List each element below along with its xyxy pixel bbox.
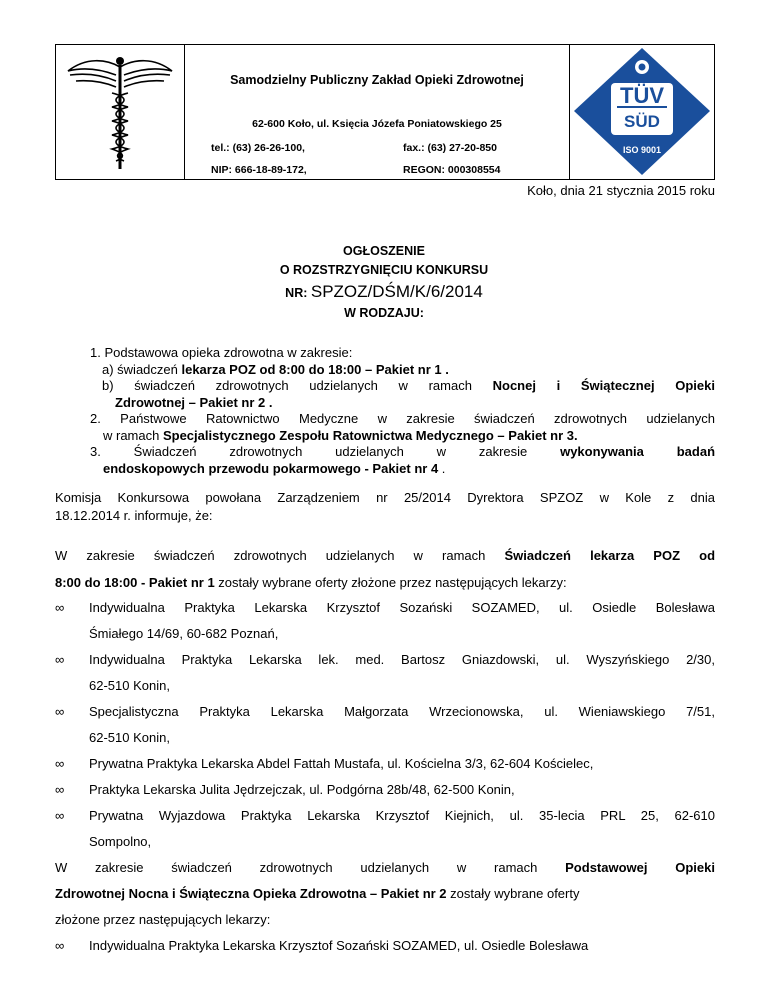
list-item: 1. Podstawowa opieka zdrowotna w zakresie:: [90, 345, 353, 360]
commission-line: Komisja Konkursowa powołana Zarządzeniem nr 25/2014 Dyrektora SPZOZ w Kole z dnia: [55, 490, 715, 505]
bullet-icon: ∞: [55, 756, 65, 771]
list-item-cont: endoskopowych przewodu pokarmowego - Pakiet nr 4 .: [103, 460, 446, 476]
fax: fax.: (63) 27-20-850: [403, 142, 497, 154]
category-list: [90, 345, 715, 477]
sud-text: SÜD: [624, 112, 660, 131]
list-item: 2. Państwowe Ratownictwo Medyczne w zakresie świadczeń zdrowotnych udzielanych: [90, 411, 715, 426]
bullet-icon: ∞: [55, 652, 65, 667]
list-item-cont: w ramach Specjalistycznego Zespołu Ratownictwa Medycznego – Pakiet nr 3.: [103, 427, 578, 443]
section2-line: Zdrowotnej Nocna i Świąteczna Opieka Zdrowotna – Pakiet nr 2 zostały wybrane oferty: [55, 886, 580, 901]
heading-number: [0, 282, 768, 302]
section1-line: 8:00 do 18:00 - Pakiet nr 1 zostały wybrane oferty złożone przez następujących lekarzy:: [55, 575, 567, 590]
caduceus-icon: [56, 45, 185, 179]
list-item: 3. Świadczeń zdrowotnych udzielanych w zakresie wykonywania badań: [90, 444, 716, 459]
list-subitem: b) świadczeń zdrowotnych udzielanych w ramach Nocnej i Świątecznej Opieki: [102, 378, 715, 393]
caduceus-logo: [56, 45, 185, 179]
letterhead: [55, 44, 715, 180]
number-label: NR:: [285, 286, 308, 300]
bullet-icon: ∞: [55, 808, 65, 823]
document-date: Koło, dnia 21 stycznia 2015 roku: [527, 183, 715, 198]
nip: NIP: 666-18-89-172,: [211, 164, 307, 176]
institution-address: 62-600 Koło, ul. Księcia Józefa Poniatowskiego 25: [252, 118, 502, 130]
heading-type: W RODZAJU:: [344, 306, 424, 320]
section1-line: W zakresie świadczeń zdrowotnych udzielanych w ramach Świadczeń lekarza POZ od: [55, 548, 716, 563]
phone: tel.: (63) 26-26-100,: [211, 142, 305, 154]
bullet-icon: ∞: [55, 600, 65, 615]
bullet-icon: ∞: [55, 704, 65, 719]
heading-announcement: OGŁOSZENIE: [343, 244, 425, 258]
institution-details: [185, 45, 569, 179]
bullet-icon: ∞: [55, 782, 65, 797]
commission-line: 18.12.2014 r. informuje, że:: [55, 508, 213, 523]
list-subitem-cont: Zdrowotnej – Pakiet nr 2 .: [115, 394, 273, 410]
iso-text: ISO 9001: [622, 145, 662, 155]
number-value: SPZOZ/DŚM/K/6/2014: [310, 282, 483, 301]
section2-line: W zakresie świadczeń zdrowotnych udzielanych w ramach Podstawowej Opieki: [55, 860, 715, 875]
tuv-logo-icon: [570, 45, 715, 179]
regon: REGON: 000308554: [403, 164, 501, 176]
list-subitem: a) świadczeń lekarza POZ od 8:00 do 18:00 – Pakiet nr 1 .: [102, 361, 449, 377]
bullet-icon: ∞: [55, 938, 65, 953]
tuv-text: TÜV: [620, 83, 664, 108]
institution-name: Samodzielny Publiczny Zakład Opieki Zdrowotnej: [230, 73, 524, 87]
section2-line: złożone przez następujących lekarzy:: [55, 912, 271, 927]
heading-result: O ROZSTRZYGNIĘCIU KONKURSU: [279, 263, 489, 277]
tuv-certificate: [569, 45, 714, 179]
